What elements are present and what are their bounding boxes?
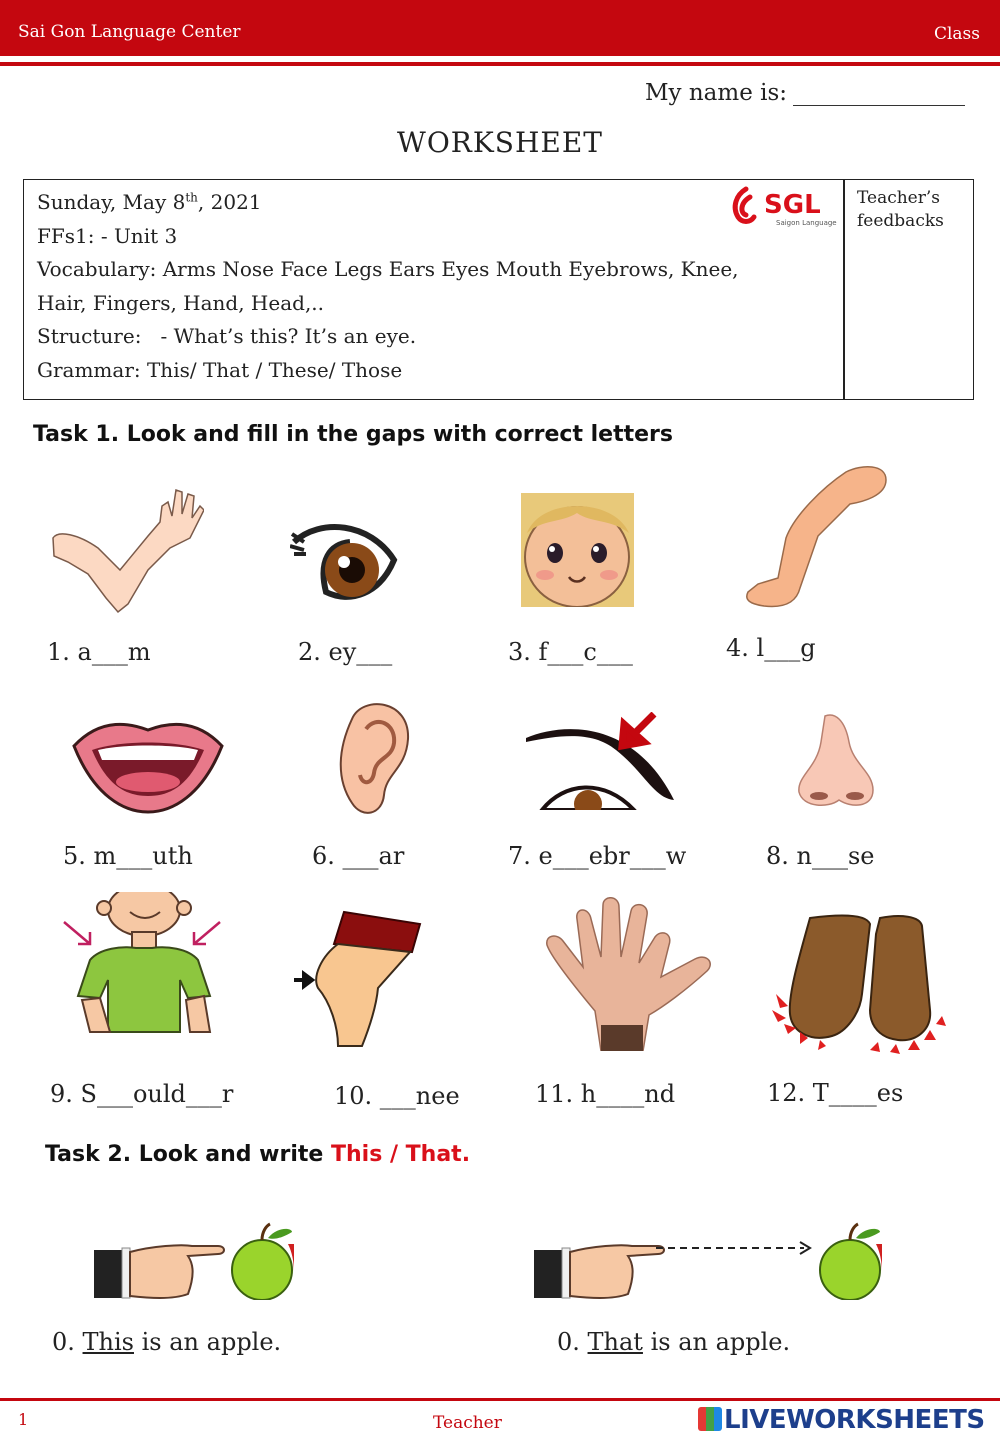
sgl-logo-sub: Saigon Language: [776, 219, 837, 227]
label-knee: 10. ___nee: [334, 1082, 460, 1110]
example-this-word: This: [82, 1328, 134, 1356]
example-this: [52, 1328, 281, 1356]
teacher-feedback-label: [857, 187, 967, 233]
header-divider: [0, 62, 1000, 66]
date-prefix: Sunday, May 8: [37, 190, 186, 214]
name-blank[interactable]: [793, 83, 965, 106]
sgl-logo-text: SGL: [764, 190, 821, 220]
task2-title: [45, 1142, 470, 1167]
footer-divider: [0, 1398, 1000, 1401]
example-that-suffix: is an apple.: [642, 1328, 791, 1356]
sgl-logo: [730, 183, 840, 231]
arm-icon: [48, 486, 204, 616]
label-shoulder: 9. S___ould___r: [50, 1080, 234, 1108]
feedback-line-1: Teacher’s: [857, 188, 940, 208]
label-mouth: 5. m___uth: [63, 842, 193, 870]
knee-icon: [294, 906, 424, 1048]
hand-icon: [545, 897, 715, 1051]
grammar-line: Grammar: This/ That / These/ Those: [37, 358, 403, 382]
pointing-this-icon: [92, 1222, 294, 1300]
unit-line: FFs1: - Unit 3: [37, 224, 178, 248]
example-that: [557, 1328, 790, 1356]
example-this-prefix: 0.: [52, 1328, 83, 1356]
label-hand: 11. h____nd: [535, 1080, 676, 1108]
nose-icon: [795, 712, 877, 810]
name-prompt: [645, 80, 965, 106]
shoulder-icon: [60, 892, 224, 1034]
task2-title-highlight: This / That.: [331, 1142, 471, 1167]
face-icon: [521, 493, 634, 607]
date-suffix: , 2021: [197, 190, 262, 214]
vocab-line-1: Vocabulary: Arms Nose Face Legs Ears Eyes Mouth Eyebrows, Knee,: [37, 257, 739, 281]
label-nose: 8. n___se: [766, 842, 875, 870]
toes-icon: [770, 914, 946, 1062]
eyebrow-icon: [524, 712, 678, 810]
worksheet-title: WORKSHEET: [397, 126, 603, 159]
page-number: 1: [18, 1410, 29, 1429]
leg-icon: [742, 464, 888, 610]
pointing-that-icon: [532, 1222, 884, 1300]
example-that-prefix: 0.: [557, 1328, 588, 1356]
label-face: 3. f___c___: [508, 638, 633, 666]
liveworksheets-logo[interactable]: [698, 1405, 985, 1435]
ear-icon: [332, 699, 412, 817]
footer-teacher-label: Teacher: [433, 1413, 502, 1433]
date-sup: th: [185, 190, 198, 205]
eye-icon: [290, 520, 402, 606]
structure-line: Structure: - What’s this? It’s an eye.: [37, 324, 417, 348]
liveworksheets-logo-icon: [698, 1407, 722, 1431]
vocab-line-2: Hair, Fingers, Hand, Head,..: [37, 291, 325, 315]
mouth-icon: [72, 716, 224, 814]
info-divider: [843, 179, 845, 400]
task2-title-prefix: Task 2. Look and write: [45, 1142, 331, 1167]
center-name: Sai Gon Language Center: [18, 22, 241, 42]
task1-title: Task 1. Look and fill in the gaps with correct letters: [33, 422, 673, 447]
class-label: Class: [933, 24, 980, 44]
label-ear: 6. ___ar: [312, 842, 405, 870]
label-leg: 4. l___g: [726, 634, 816, 662]
example-this-suffix: is an apple.: [134, 1328, 282, 1356]
label-eyebrow: 7. e___ebr___w: [508, 842, 687, 870]
feedback-line-2: feedbacks: [857, 211, 944, 231]
label-toes: 12. T____es: [767, 1079, 904, 1107]
label-eye: 2. ey___: [298, 638, 393, 666]
liveworksheets-logo-text: LIVEWORKSHEETS: [724, 1405, 985, 1435]
example-that-word: That: [587, 1328, 643, 1356]
date-line: [37, 190, 262, 214]
label-arm: 1. a___m: [47, 638, 151, 666]
name-prompt-text: My name is:: [645, 80, 788, 106]
